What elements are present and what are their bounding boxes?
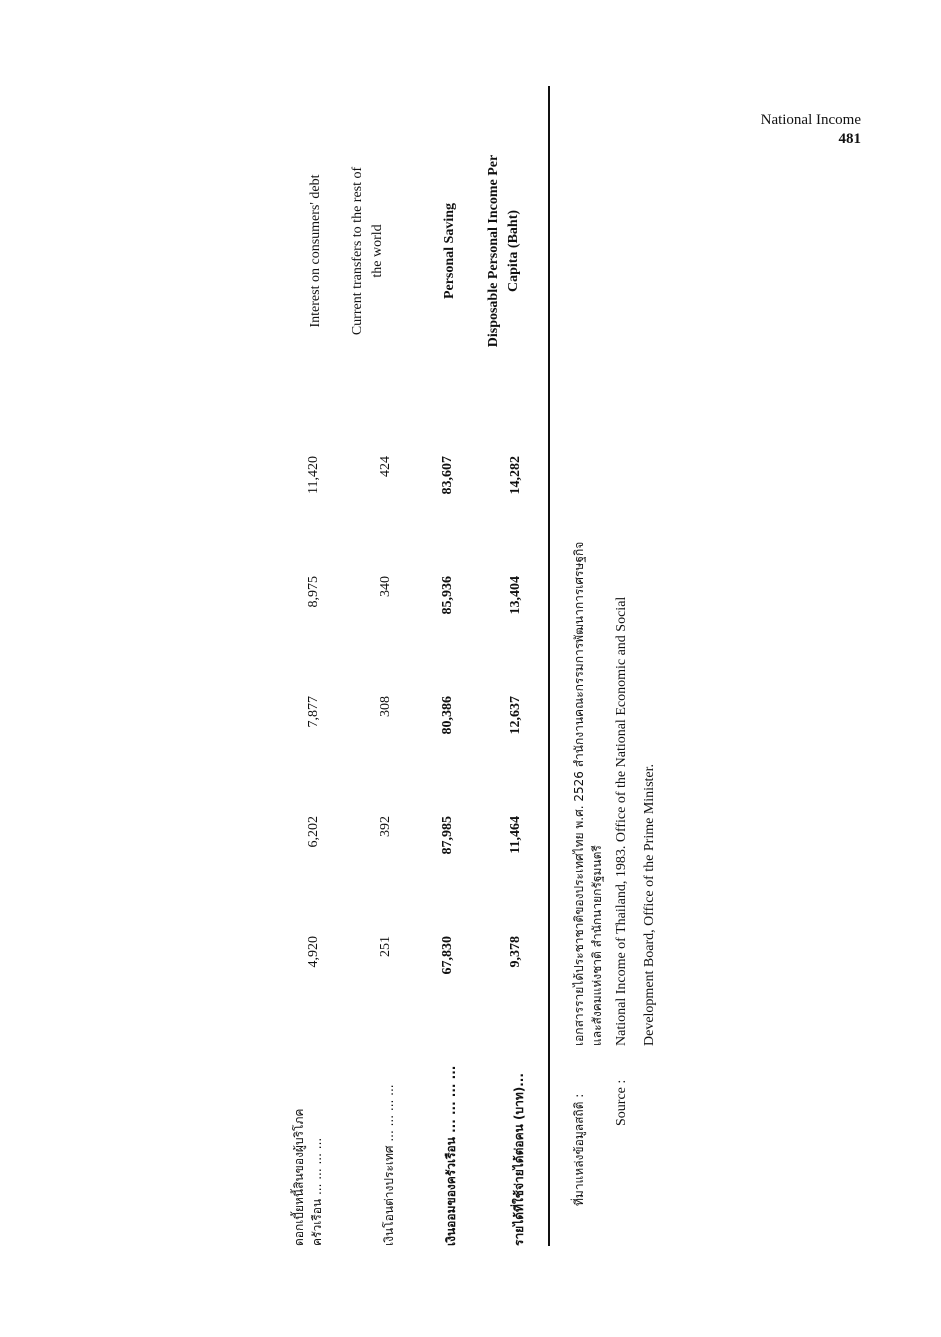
row-1-thai-label: ครัวเรือน ... ... ... ... <box>310 1137 324 1246</box>
row-2-value-4: 340 <box>378 576 393 597</box>
row-2-english-label <box>348 101 388 401</box>
row-1-english-label: Interest on consumers' debt <box>308 174 323 328</box>
row-4-value-3: 12,637 <box>508 696 523 735</box>
table-bottom-rule <box>548 86 550 1246</box>
row-4-thai-label: รายได้ที่ใช้จ่ายได้ต่อคน (บาท)... <box>512 1073 526 1246</box>
row-2-value-2: 392 <box>378 816 393 837</box>
footnote-source-label: Source : <box>614 1079 629 1126</box>
row-4-value-2: 11,464 <box>508 816 523 854</box>
row-1-value-1: 4,920 <box>306 936 321 968</box>
row-3-value-5: 83,607 <box>440 456 455 495</box>
row-2-thai-label: เงินโอนต่างประเทศ ... ... ... ... <box>382 1084 396 1246</box>
row-4-english-label <box>484 101 524 401</box>
footnote-thai-label: ที่มาแหล่งข้อมูลสถิติ : <box>572 1093 586 1206</box>
row-1-value-5: 11,420 <box>306 456 321 494</box>
row-2-english-line-1: Current transfers to the rest of <box>350 166 365 336</box>
row-3-value-2: 87,985 <box>440 816 455 855</box>
row-1-thai-label-top: ดอกเบี้ยหนี้สินของผู้บริโภค <box>292 1108 306 1246</box>
row-2-value-3: 308 <box>378 696 393 717</box>
row-3-value-1: 67,830 <box>440 936 455 975</box>
row-3-value-3: 80,386 <box>440 696 455 735</box>
footnote-source-line-1: National Income of Thailand, 1983. Office of the National Economic and Social <box>614 596 629 1046</box>
rotated-table <box>270 86 670 1246</box>
row-4-value-4: 13,404 <box>508 576 523 615</box>
row-1-value-3: 7,877 <box>306 696 321 728</box>
footnote-source-line-2: Development Board, Office of the Prime Minister. <box>642 763 657 1046</box>
row-1-value-2: 6,202 <box>306 816 321 848</box>
row-1-value-4: 8,975 <box>306 576 321 608</box>
row-4-value-1: 9,378 <box>508 936 523 968</box>
row-3-english-label: Personal Saving <box>442 202 457 300</box>
row-4-english-line-2: Capita (Baht) <box>506 209 521 293</box>
row-3-thai-label: เงินออมของครัวเรือน ... ... ... ... <box>444 1065 458 1246</box>
row-4-english-line-1: Disposable Personal Income Per <box>486 154 501 348</box>
page-number: 481 <box>838 131 861 147</box>
row-3-value-4: 85,936 <box>440 576 455 615</box>
footnote-thai-line-1: เอกสารรายได้ประชาชาติของประเทศไทย พ.ศ. 2526 สำนักงานคณะกรรมการพัฒนาการเศรษฐกิจ <box>572 541 586 1046</box>
footnote-thai-line-2: และสังคมแห่งชาติ สำนักนายกรัฐมนตรี <box>590 845 604 1046</box>
row-2-value-1: 251 <box>378 936 393 957</box>
row-2-value-5: 424 <box>378 456 393 477</box>
page-header <box>761 111 861 149</box>
running-title: National Income <box>760 112 861 128</box>
row-2-english-line-2: the world <box>370 224 385 278</box>
row-4-value-5: 14,282 <box>508 456 523 495</box>
